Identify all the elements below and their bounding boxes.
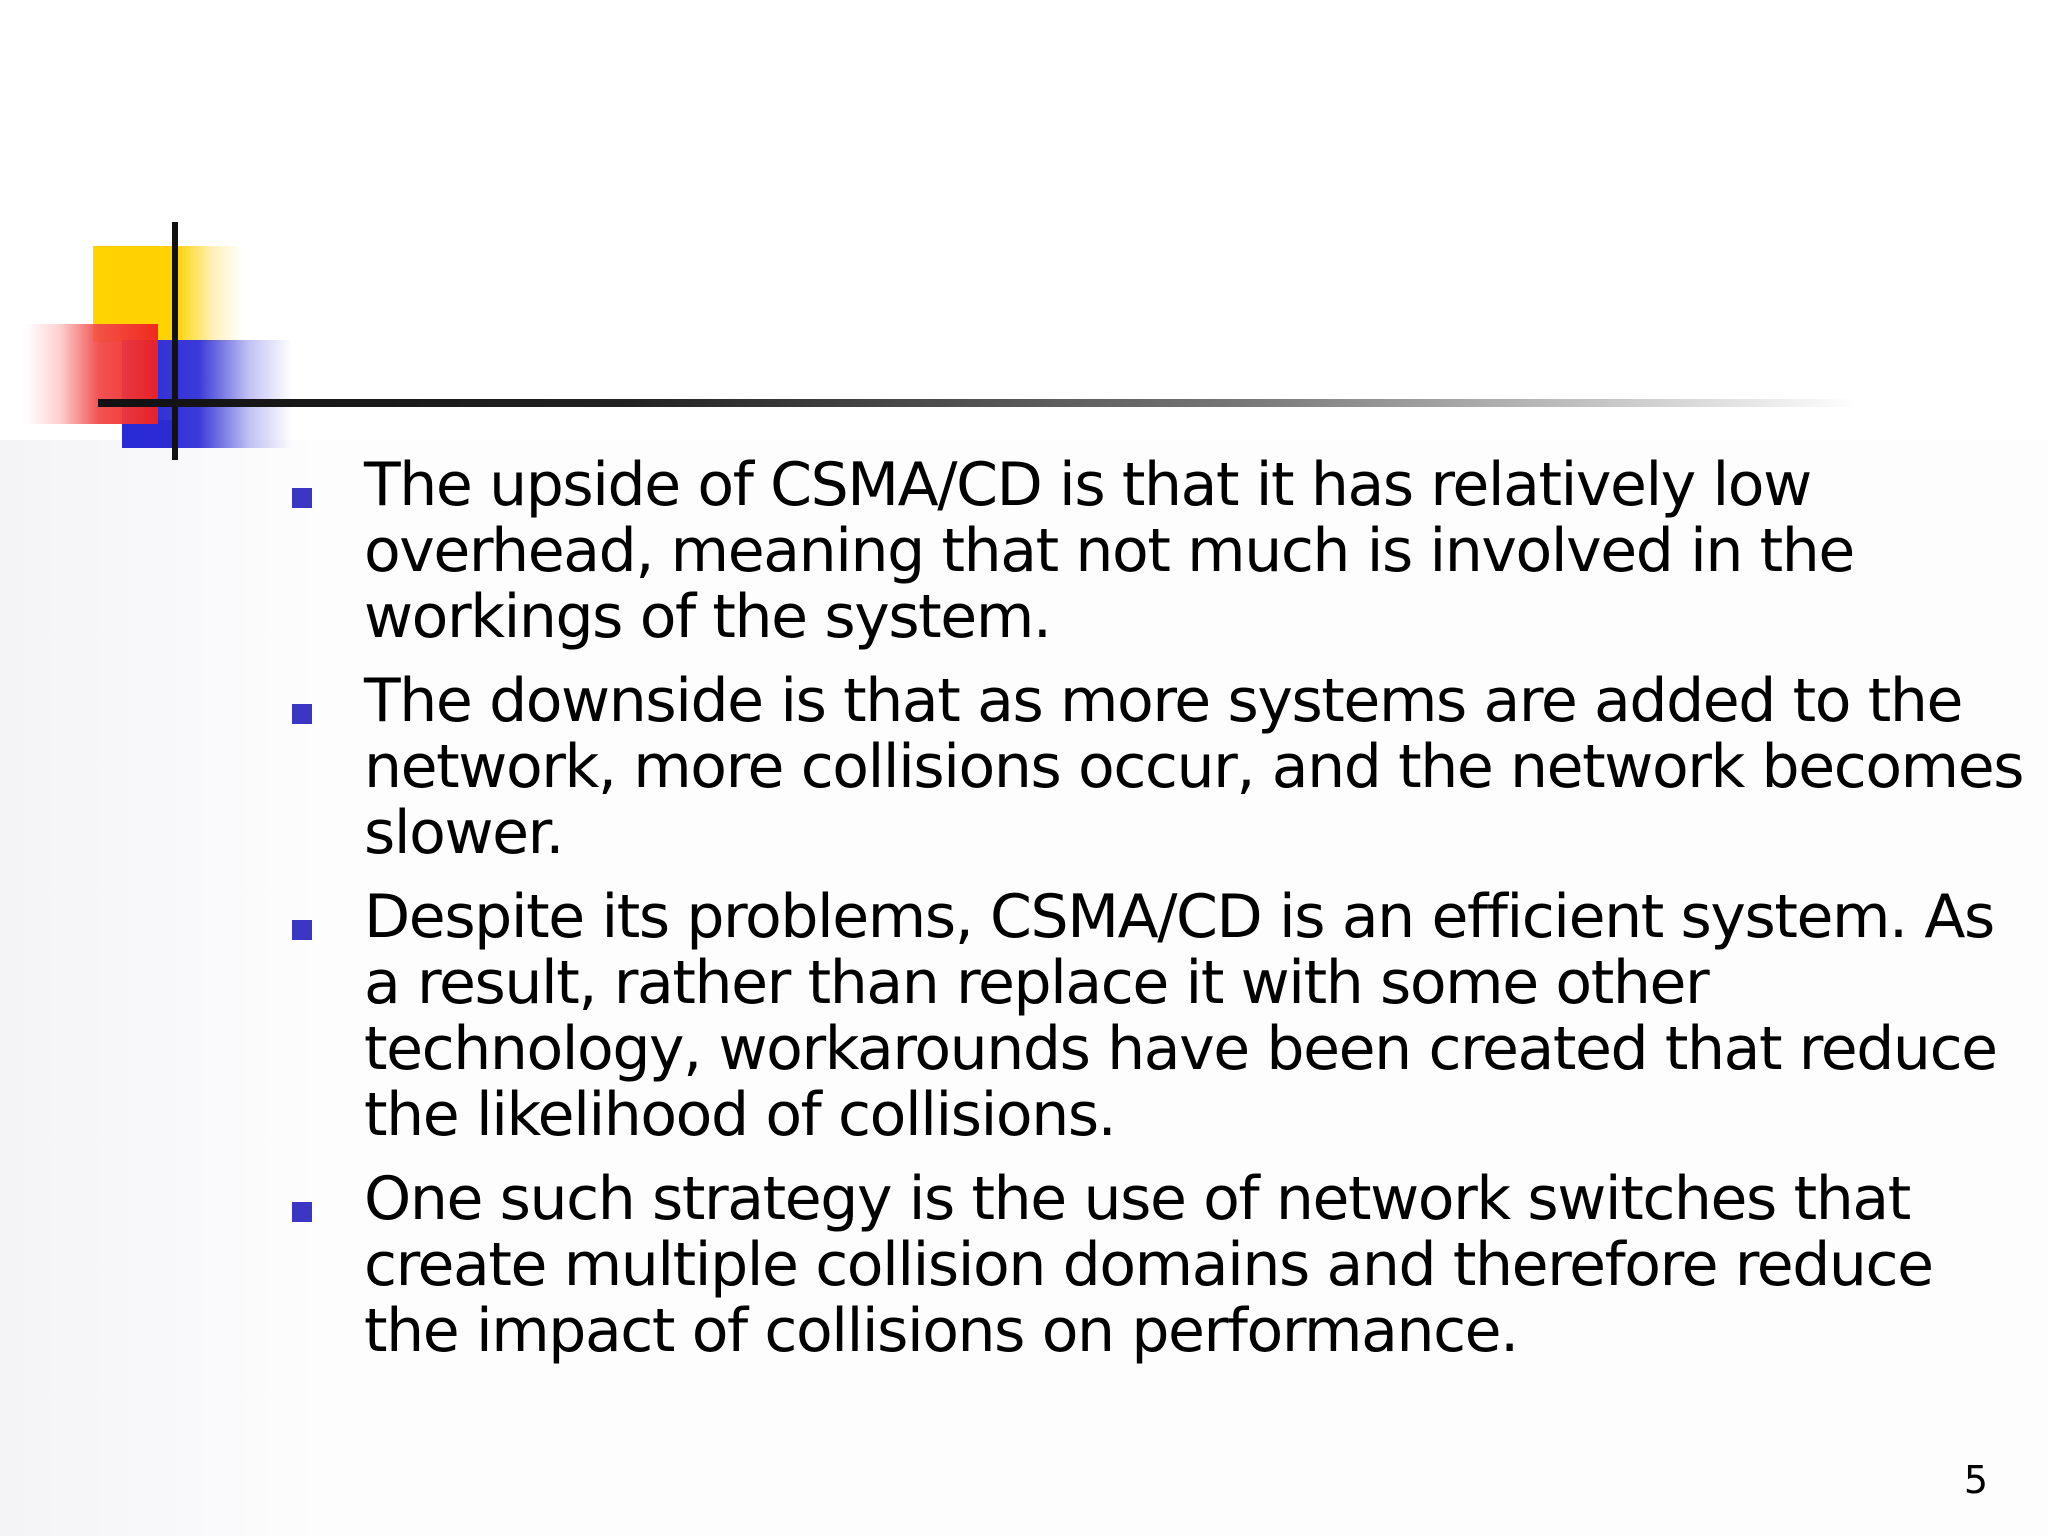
bullet-item-2 <box>286 668 2026 866</box>
bullet-text-4: One such strategy is the use of network switches that create multiple collision domains and therefore reduce the impact of collisions on performance. <box>364 1164 1933 1366</box>
bullet-list <box>286 452 2026 1382</box>
bullet-text-2: The downside is that as more systems are added to the network, more collisions occur, and the network becomes slower. <box>364 666 2024 868</box>
left-panel-shade <box>0 440 320 1536</box>
square-bullet-icon <box>292 1202 312 1222</box>
square-bullet-icon <box>292 488 312 508</box>
square-bullet-icon <box>292 704 312 724</box>
bullet-text-3: Despite its problems, CSMA/CD is an efficient system. As a result, rather than replace it with some other technology, workarounds have been created that reduce the likelihood of collisions. <box>364 882 1997 1150</box>
bullet-item-4 <box>286 1166 2026 1364</box>
bullet-item-3 <box>286 884 2026 1148</box>
square-bullet-icon <box>292 920 312 940</box>
red-square-icon <box>26 324 158 424</box>
page-number: 5 <box>1963 1458 1988 1502</box>
bullet-item-1 <box>286 452 2026 650</box>
blue-square-lower-icon <box>122 420 178 448</box>
bullet-text-1: The upside of CSMA/CD is that it has relatively low overhead, meaning that not much is involved in the workings of the system. <box>364 450 1854 652</box>
vertical-rule <box>172 222 178 460</box>
title-divider-rule <box>98 399 1858 407</box>
